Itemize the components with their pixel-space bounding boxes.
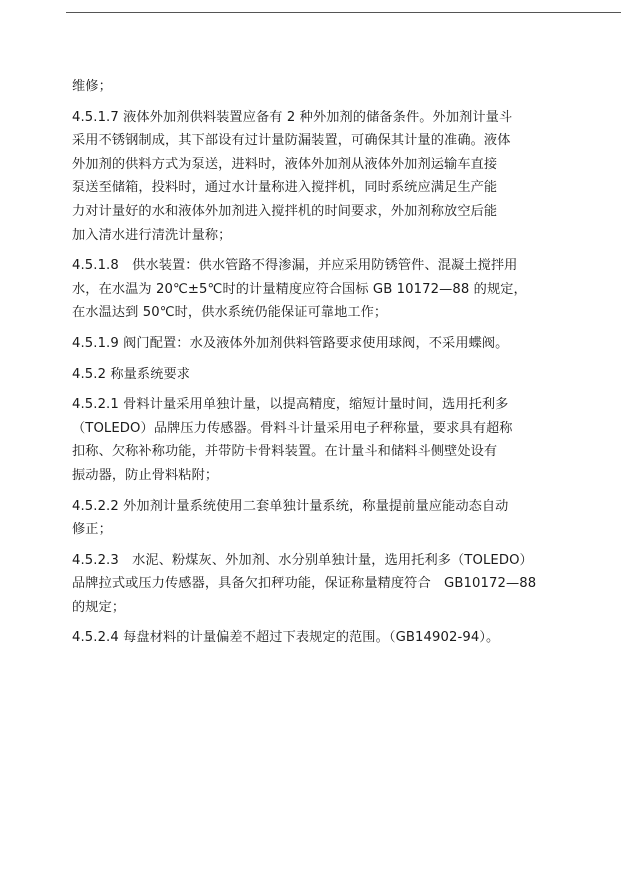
paragraph bbox=[72, 332, 556, 356]
header-rule bbox=[66, 12, 621, 13]
text-line: 4.5.2.4 每盘材料的计量偏差不超过下表规定的范围。（GB14902-94）。 bbox=[72, 630, 500, 646]
paragraph bbox=[72, 626, 556, 650]
text-line: 4.5.2.3 水泥、粉煤灰、外加剂、水分别单独计量，选用托利多（TOLEDO） bbox=[72, 552, 533, 568]
text-line: 4.5.1.9 阀门配置：水及液体外加剂供料管路要求使用球阀，不采用蝶阀。 bbox=[72, 335, 509, 351]
text-line: 振动器，防止骨料粘附； bbox=[72, 467, 219, 483]
text-line: 4.5.1.8 供水装置：供水管路不得渗漏，并应采用防锈管件、混凝土搅拌用 bbox=[72, 258, 518, 274]
text-line: 维修； bbox=[72, 79, 112, 94]
paragraph bbox=[72, 549, 556, 620]
text-line: 的规定； bbox=[72, 599, 126, 615]
paragraph bbox=[72, 254, 556, 325]
paragraph bbox=[72, 106, 556, 248]
text-line: 扣称、欠称补称功能，并带防卡骨料装置。在计量斗和储料斗侧壁处设有 bbox=[72, 444, 498, 460]
paragraph bbox=[72, 363, 556, 387]
text-line: （TOLEDO）品牌压力传感器。骨料斗计量采用电子秤称量，要求具有超称 bbox=[72, 420, 513, 436]
text-line: 加入清水进行清洗计量称； bbox=[72, 227, 232, 243]
paragraph bbox=[72, 495, 556, 542]
text-line: 4.5.2 称量系统要求 bbox=[72, 366, 191, 382]
paragraph bbox=[72, 393, 556, 487]
text-line: 品牌拉式或压力传感器，具备欠扣秤功能，保证称量精度符合 GB10172—88 bbox=[72, 576, 537, 592]
text-line: 采用不锈钢制成，其下部设有过计量防漏装置，可确保其计量的准确。液体 bbox=[72, 133, 511, 149]
text-line: 水，在水温为 20℃±5℃时的计量精度应符合国标 GB 10172—88 的规定， bbox=[72, 281, 527, 297]
text-line: 外加剂的供料方式为泵送，进料时，液体外加剂从液体外加剂运输车直接 bbox=[72, 156, 498, 172]
text-line: 4.5.2.1 骨料计量采用单独计量，以提高精度，缩短计量时间，选用托利多 bbox=[72, 397, 509, 413]
text-line: 力对计量好的水和液体外加剂进入搅拌机的时间要求，外加剂称放空后能 bbox=[72, 203, 498, 219]
text-line: 在水温达到 50℃时，供水系统仍能保证可靠地工作； bbox=[72, 305, 388, 321]
text-line: 修正； bbox=[72, 522, 112, 538]
text-line: 4.5.1.7 液体外加剂供料装置应备有 2 种外加剂的储备条件。外加剂计量斗 bbox=[72, 109, 513, 125]
text-line: 4.5.2.2 外加剂计量系统使用二套单独计量系统，称量提前量应能动态自动 bbox=[72, 498, 509, 514]
document-body bbox=[72, 75, 556, 657]
text-line: 泵送至储箱，投料时，通过水计量称进入搅拌机，同时系统应满足生产能 bbox=[72, 180, 498, 196]
paragraph bbox=[72, 75, 556, 99]
